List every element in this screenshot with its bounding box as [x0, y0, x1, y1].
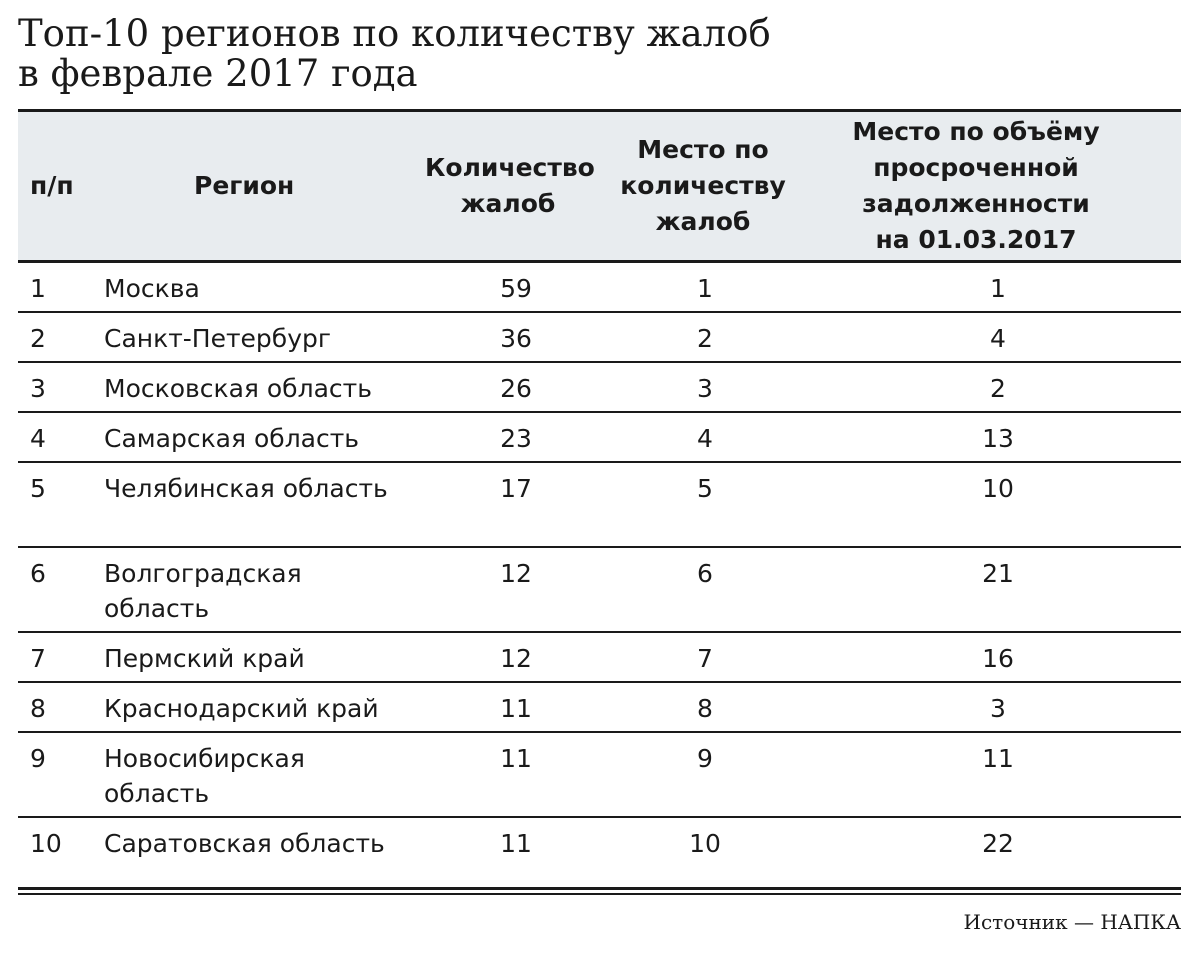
cell-place-debt: 1	[990, 274, 1006, 303]
cell-region: Челябинская область	[104, 474, 388, 503]
cell-complaints: 11	[500, 829, 532, 858]
table-row	[18, 732, 1181, 817]
cell-place-complaints: 3	[697, 374, 713, 403]
table-row	[18, 262, 1181, 313]
cell-num: 1	[30, 274, 46, 303]
cell-num: 8	[30, 694, 46, 723]
cell-place-complaints: 10	[689, 829, 721, 858]
cell-place-complaints: 8	[697, 694, 713, 723]
page-title	[18, 14, 771, 94]
cell-num: 4	[30, 424, 46, 453]
header-num: п/п	[30, 171, 74, 200]
cell-place-complaints: 4	[697, 424, 713, 453]
cell-num: 5	[30, 474, 46, 503]
cell-complaints: 17	[500, 474, 532, 503]
cell-region: Самарская область	[104, 424, 360, 453]
cell-num: 10	[30, 829, 62, 858]
table-row	[18, 632, 1181, 682]
cell-complaints: 12	[500, 559, 532, 588]
cell-place-complaints: 6	[697, 559, 713, 588]
header-row	[18, 111, 1181, 262]
cell-num: 3	[30, 374, 46, 403]
cell-place-debt: 16	[982, 644, 1014, 673]
cell-complaints: 11	[500, 744, 532, 773]
table-row	[18, 462, 1181, 547]
cell-place-debt: 21	[982, 559, 1014, 588]
cell-num: 6	[30, 559, 46, 588]
cell-place-debt: 4	[990, 324, 1006, 353]
cell-region: Волгоградская область	[104, 559, 302, 623]
table-row	[18, 547, 1181, 632]
cell-complaints: 11	[500, 694, 532, 723]
cell-place-complaints: 1	[697, 274, 713, 303]
title-line-2: в феврале 2017 года	[18, 52, 418, 95]
cell-place-debt: 11	[982, 744, 1014, 773]
header-complaints: Количество жалоб	[425, 153, 595, 218]
cell-region: Московская область	[104, 374, 372, 403]
cell-complaints: 59	[500, 274, 532, 303]
header-place-complaints: Место по количеству жалоб	[620, 135, 786, 236]
table-row	[18, 312, 1181, 362]
cell-complaints: 12	[500, 644, 532, 673]
cell-num: 9	[30, 744, 46, 773]
cell-region: Краснодарский край	[104, 694, 379, 723]
table-body	[18, 262, 1181, 902]
cell-region: Москва	[104, 274, 200, 303]
cell-complaints: 23	[500, 424, 532, 453]
cell-region: Новосибирская область	[104, 744, 305, 808]
cell-place-complaints: 7	[697, 644, 713, 673]
cell-place-debt: 22	[982, 829, 1014, 858]
cell-region: Санкт-Петербург	[104, 324, 332, 353]
source-note: Источник — НАПКА	[963, 910, 1181, 934]
cell-complaints: 26	[500, 374, 532, 403]
table-row	[18, 682, 1181, 732]
cell-region: Пермский край	[104, 644, 305, 673]
cell-place-debt: 2	[990, 374, 1006, 403]
cell-region: Саратовская область	[104, 829, 385, 858]
cell-num: 2	[30, 324, 46, 353]
cell-place-complaints: 2	[697, 324, 713, 353]
cell-place-debt: 13	[982, 424, 1014, 453]
table-row	[18, 362, 1181, 412]
header-region: Регион	[194, 171, 295, 200]
title-line-1: Топ-10 регионов по количеству жалоб	[18, 12, 771, 55]
cell-place-debt: 10	[982, 474, 1014, 503]
table-bottom-rule	[18, 887, 1181, 895]
cell-place-debt: 3	[990, 694, 1006, 723]
header-place-debt: Место по объёму просроченной задолженности на 01.03.2017	[852, 117, 1100, 254]
regions-table	[18, 109, 1181, 901]
table-header	[18, 111, 1181, 262]
cell-complaints: 36	[500, 324, 532, 353]
table-row	[18, 412, 1181, 462]
cell-num: 7	[30, 644, 46, 673]
regions-table-container	[18, 109, 1181, 901]
cell-place-complaints: 9	[697, 744, 713, 773]
cell-place-complaints: 5	[697, 474, 713, 503]
